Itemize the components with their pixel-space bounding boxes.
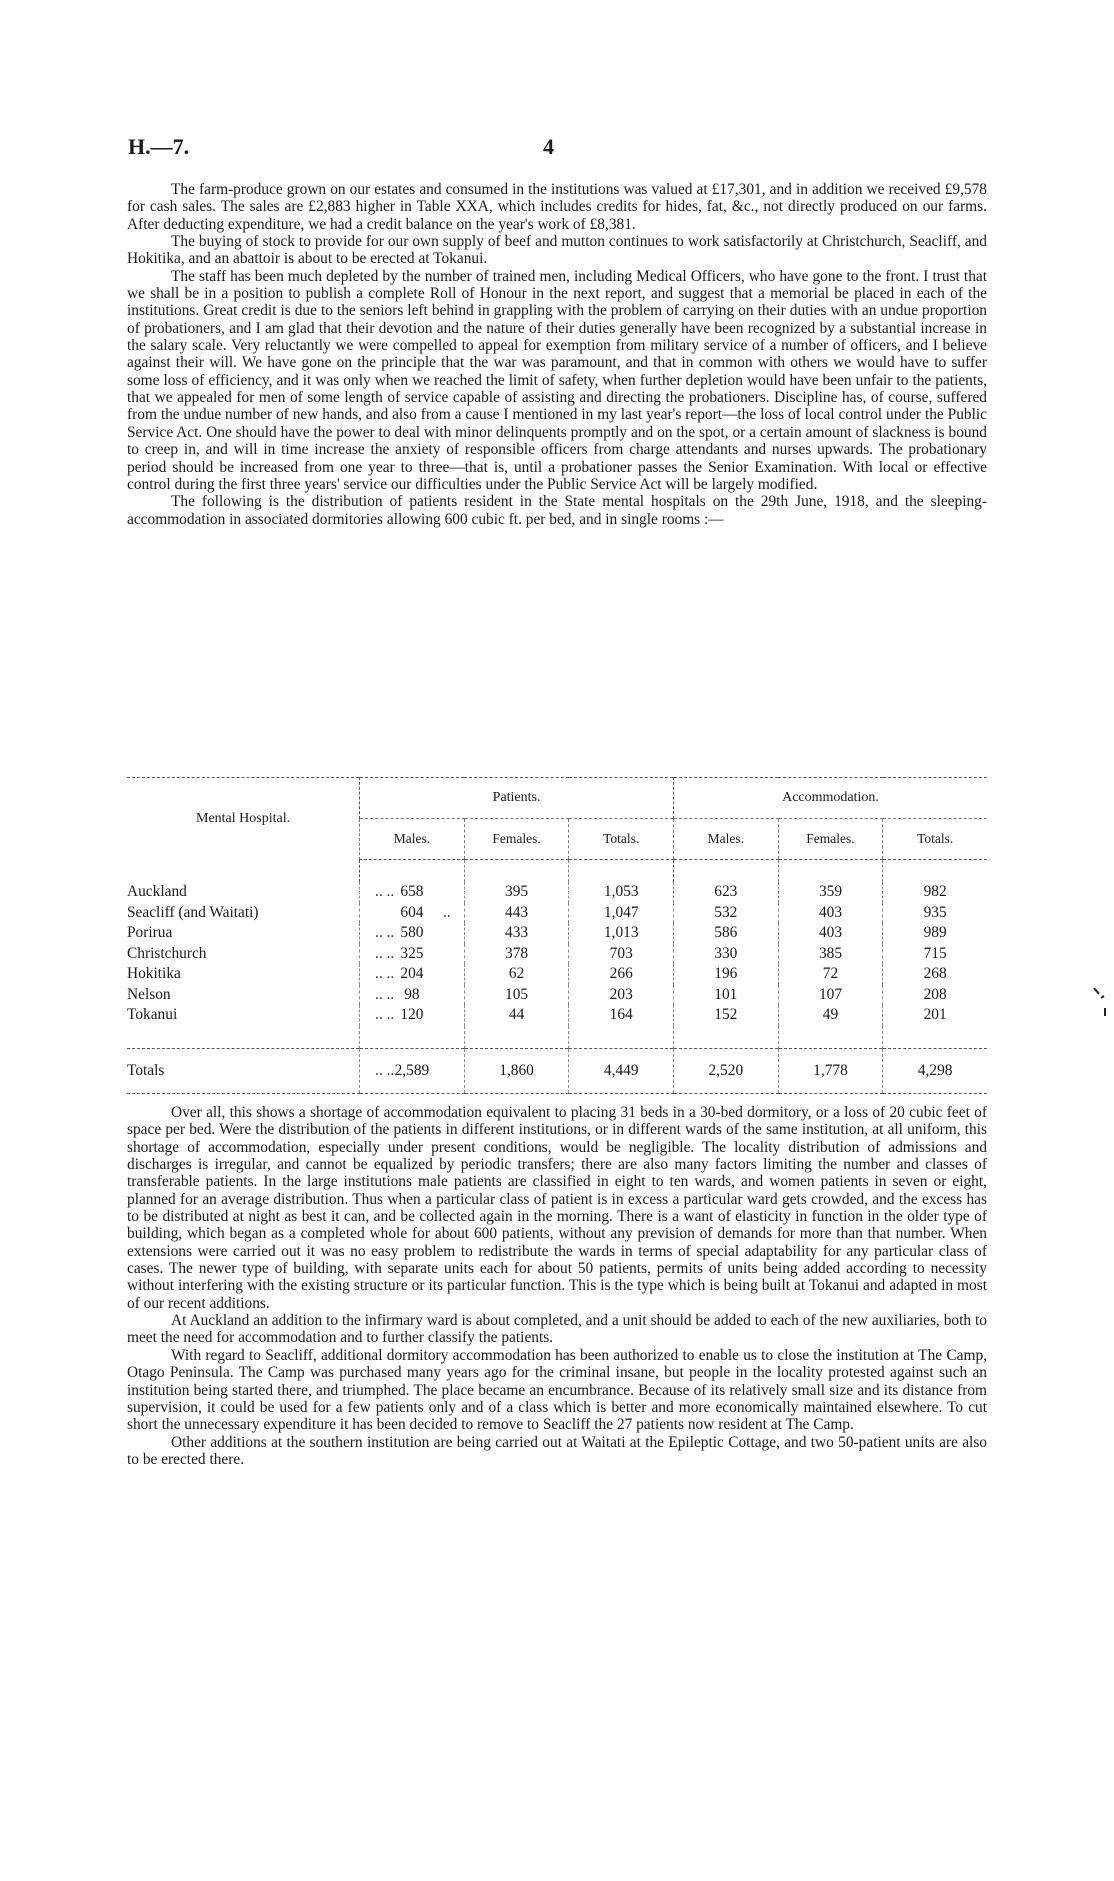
text-after-table [127, 1104, 987, 1468]
hospital-label: Nelson [127, 985, 171, 1003]
accommodation-totals-cell: 935 [883, 903, 987, 924]
patients-females-cell: 62 [464, 964, 569, 985]
accommodation-females-cell: 49 [778, 1005, 883, 1026]
hospital-name [127, 1005, 395, 1026]
text-before-table [127, 181, 987, 528]
paragraph: With regard to Seacliff, additional dormitory accommodation has been authorized to enable us to close the institution at The Camp, Otago Peninsula. The Camp was purchased many years ago for the criminal insane, but people in the locality protested against such an institution being started there, and triumphed. The place became an encumbrance. Because of its relatively small size and its distance from supervision, it could be used for a few patients only and of a class which is better and more economically maintained elsewhere. To cut short the unnecessary expenditure it has been decided to remove to Seacliff the 27 patients now resident at The Camp. [127, 1346, 987, 1434]
patients-males-cell: 604 [360, 903, 465, 924]
patients-males-cell: 658 [360, 882, 465, 903]
total-accommodation-males: 2,520 [674, 1048, 779, 1093]
accommodation-totals-cell: 208 [883, 985, 987, 1006]
table-row [127, 903, 987, 924]
paragraph: Over all, this shows a shortage of accommodation equivalent to placing 31 beds in a 30-bed dormitory, or a loss of 20 cubic feet of space per bed. Were the distribution of the patients in different institutions, or in different wards of the same institution, at all uniform, this shortage of accommodation, especially under present conditions, would be negligible. The locality distribution of admissions and discharges is irregular, and cannot be equalized by periodic transfers; there are also many factors limiting the number and classes of transferable patients. In the large institutions male patients are classified in eight to ten wards, and women patients in seven or eight, planned for an average distribution. Thus when a particular class of patient is in excess a particular ward gets crowded, and the excess has to be distributed at night as best it can, and be collected again in the morning. There is a want of elasticity in function in the older type of building, which began as a completed whole for about 600 patients, without any prevision of demands for more than that number. When extensions were carried out it was no easy problem to redistribute the wards in terms of special adaptability for any particular class of cases. The newer type of building, with separate units each for about 50 patients, permits of units being added according to necessity without interfering with the existing structure or its particular function. This is the type which is being built at Tokanui and adapted in most of our recent additions. [127, 1104, 987, 1312]
total-patients-males: 2,589 [360, 1048, 465, 1093]
leader-dots: .. .. [375, 1061, 395, 1079]
leader-dots: .. .. [375, 985, 395, 1003]
hospital-label: Seacliff (and Waitati) [127, 903, 259, 921]
table-row [127, 882, 987, 903]
hospital-name [127, 923, 395, 944]
accommodation-females-cell: 72 [778, 964, 883, 985]
accommodation-totals-cell: 268 [883, 964, 987, 985]
accommodation-females-cell: 403 [778, 923, 883, 944]
totals-text: Totals [127, 1061, 165, 1079]
accommodation-males-cell: 330 [674, 944, 779, 965]
table-row [127, 964, 987, 985]
patients-males-cell: 580 [360, 923, 465, 944]
leader-dots: .. .. [375, 924, 395, 942]
paragraph: The staff has been much depleted by the number of trained men, including Medical Officers, who have gone to the front. I trust that we shall be in a position to publish a complete Roll of Honour in the next report, and suggest that a memorial be placed in each of the institutions. Great credit is due to the seniors left behind in grappling with the problem of carrying on their duties with an undue proportion of probationers, and I am glad that their devotion and the nature of their duties generally have been recognized by a substantial increase in the salary scale. Very reluctantly we were compelled to appeal for exemption from military service of a number of officers, and I believe against their will. We have gone on the principle that the war was paramount, and that in common with others we would have to suffer some loss of efficiency, and it was only when we reached the limit of safety, when further depletion would have been unfair to the patients, that we appealed for men of some length of service capable of assisting and directing the probationers. Discipline has, of course, suffered from the undue number of new hands, and also from a cause I mentioned in my last year's report—the loss of local control under the Public Service Act. One should have the power to deal with minor delinquents promptly and on the spot, or a certain amount of slackness is bound to creep in, and will in time increase the anxiety of responsible officers from charge attendants and nurses upwards. The probationary period should be increased from one year to three—that is, until a probationer passes the Senior Examination. With local or effective control during the first three years' service our difficulties under the Public Service Act will be largely modified. [127, 267, 987, 493]
paragraph: The following is the distribution of patients resident in the State mental hospitals on the 29th June, 1918, and the sleeping-accommodation in associated dormitories allowing 600 cubic ft. per bed, and in single rooms :— [127, 493, 987, 528]
report-code: H.—7. [128, 134, 190, 159]
patients-totals-cell: 203 [569, 985, 674, 1006]
total-patients-females: 1,860 [464, 1048, 569, 1093]
patients-totals-cell: 1,053 [569, 882, 674, 903]
column-header-mental-hospital: Mental Hospital. [196, 810, 291, 826]
margin-mark [1092, 986, 1108, 1025]
accommodation-males-cell: 623 [674, 882, 779, 903]
hospital-name [127, 985, 395, 1006]
patients-totals-cell: 1,047 [569, 903, 674, 924]
patients-totals-cell: 164 [569, 1005, 674, 1026]
total-accommodation-totals: 4,298 [883, 1048, 987, 1093]
patients-males-cell: 120 [360, 1005, 465, 1026]
table-row [127, 923, 987, 944]
patients-males-cell: 325 [360, 944, 465, 965]
page-number: 4 [543, 134, 554, 159]
patients-males-cell: 98 [360, 985, 465, 1006]
accommodation-males-cell: 101 [674, 985, 779, 1006]
hospital-label: Porirua [127, 924, 173, 942]
accommodation-females-cell: 403 [778, 903, 883, 924]
column-header-accommodation-males: Males. [674, 819, 779, 860]
accommodation-females-cell: 107 [778, 985, 883, 1006]
patients-totals-cell: 266 [569, 964, 674, 985]
paragraph: At Auckland an addition to the infirmary ward is about completed, and a unit should be added to each of the new auxiliaries, both to meet the need for accommodation and to further classify the patients. [127, 1312, 987, 1347]
accommodation-males-cell: 196 [674, 964, 779, 985]
accommodation-totals-cell: 715 [883, 944, 987, 965]
table-row [127, 1005, 987, 1026]
column-header-accommodation-females: Females. [778, 819, 883, 860]
hospital-name [127, 944, 395, 965]
accommodation-totals-cell: 989 [883, 923, 987, 944]
accommodation-males-cell: 586 [674, 923, 779, 944]
leader-dots: .. .. [375, 1006, 395, 1024]
patients-totals-cell: 1,013 [569, 923, 674, 944]
total-accommodation-females: 1,778 [778, 1048, 883, 1093]
accommodation-males-cell: 152 [674, 1005, 779, 1026]
accommodation-totals-cell: 201 [883, 1005, 987, 1026]
paragraph: The farm-produce grown on our estates and consumed in the institutions was valued at £17,301, and in addition we received £9,578 for cash sales. The sales are £2,883 higher in Table XXA, which includes credits for hides, fat, &c., not directly produced on our farms. After deducting expenditure, we had a credit balance on the year's work of £8,381. [127, 181, 987, 233]
hospital-name [127, 964, 395, 985]
patients-totals-cell: 703 [569, 944, 674, 965]
hospital-name [127, 882, 395, 903]
patients-males-cell: 204 [360, 964, 465, 985]
leader-dots: .. [443, 903, 451, 921]
patients-accommodation-table [127, 777, 987, 1094]
patients-females-cell: 44 [464, 1005, 569, 1026]
hospital-label: Auckland [127, 883, 187, 901]
group-header-patients: Patients. [360, 778, 674, 819]
totals-label [127, 1048, 395, 1093]
column-header-patients-totals: Totals. [569, 819, 674, 860]
totals-row [127, 1048, 987, 1093]
patients-females-cell: 105 [464, 985, 569, 1006]
patients-females-cell: 378 [464, 944, 569, 965]
patients-females-cell: 443 [464, 903, 569, 924]
patients-females-cell: 395 [464, 882, 569, 903]
paragraph: Other additions at the southern institution are being carried out at Waitati at the Epileptic Cottage, and two 50-patient units are also to be erected there. [127, 1433, 987, 1468]
total-patients-totals: 4,449 [569, 1048, 674, 1093]
accommodation-totals-cell: 982 [883, 882, 987, 903]
accommodation-females-cell: 359 [778, 882, 883, 903]
group-header-accommodation: Accommodation. [674, 778, 987, 819]
leader-dots: .. .. [375, 965, 395, 983]
leader-dots: .. .. [375, 944, 395, 962]
column-header-patients-females: Females. [464, 819, 569, 860]
accommodation-males-cell: 532 [674, 903, 779, 924]
table-row [127, 944, 987, 965]
hospital-label: Christchurch [127, 944, 207, 962]
patients-females-cell: 433 [464, 923, 569, 944]
scan-mark-icon [1092, 986, 1108, 1020]
table-row [127, 985, 987, 1006]
hospital-label: Hokitika [127, 965, 181, 983]
leader-dots: .. .. [375, 883, 395, 901]
paragraph: The buying of stock to provide for our own supply of beef and mutton continues to work satisfactorily at Christchurch, Seacliff, and Hokitika, and an abattoir is about to be erected at Tokanui. [127, 233, 987, 268]
accommodation-females-cell: 385 [778, 944, 883, 965]
column-header-accommodation-totals: Totals. [883, 819, 987, 860]
hospital-label: Tokanui [127, 1006, 178, 1024]
column-header-patients-males: Males. [360, 819, 465, 860]
